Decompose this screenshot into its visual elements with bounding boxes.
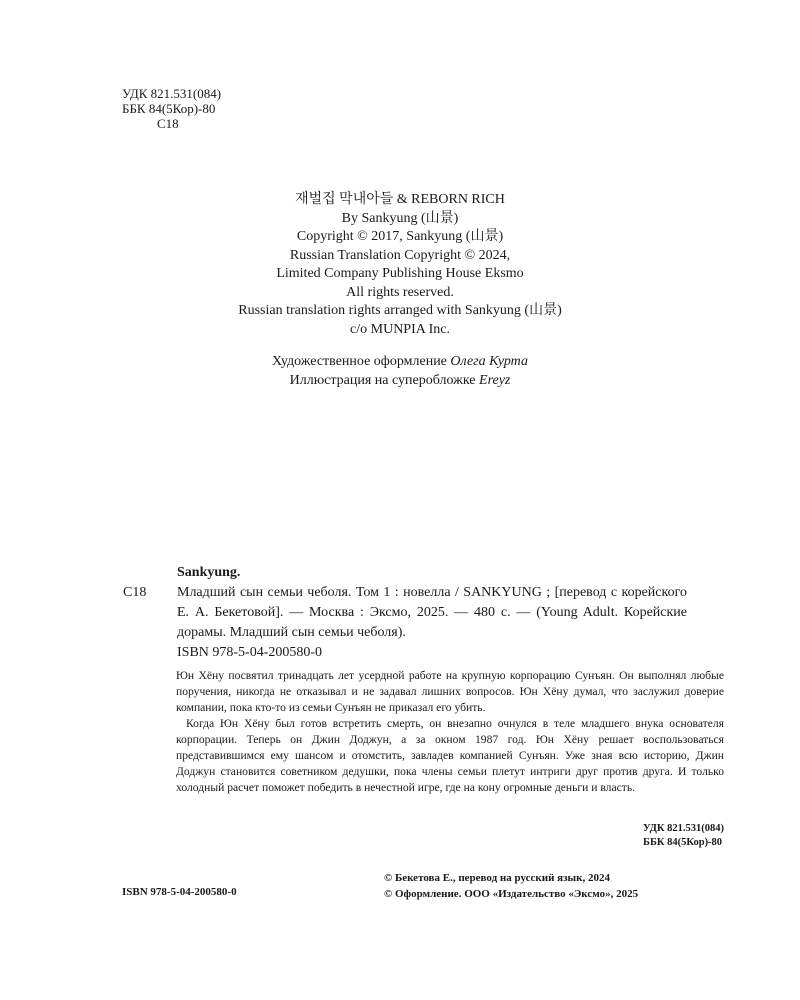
classification-block [122, 86, 221, 131]
credit-line: Russian translation rights arranged with Sankyung (山景) [238, 303, 562, 318]
copyright-footer [384, 871, 638, 902]
book-abstract [176, 668, 724, 796]
credit-line: Russian Translation Copyright © 2024, [289, 247, 511, 263]
illustration-label: Иллюстрация на суперобложке [289, 373, 480, 388]
cover-design-line [0, 352, 800, 371]
illustrator-name: Ereyz [479, 373, 511, 388]
udk-code: УДК 821.531(084) [122, 86, 222, 101]
abstract-paragraph: Когда Юн Хёну был готов встретить смерть, он внезапно очнулся в теле младшего внука основателя корпорации. Теперь он Джин Доджун, а за окном 1987 год. Юн Хёну решает воспользоваться представившимся ему шансом и отомстить, завладев компанией Сунъян. Уже зная всю историю, Джин Доджун становится советником дедушки, пока члены семьи плетут интриги друг против друга. И только холодный расчет поможет победить в нечестной игре, где на кону огромные деньги и власть. [176, 717, 724, 794]
original-title: 재벌집 막내아들 & REBORN RICH [295, 192, 505, 207]
abstract-paragraph: Юн Хёну посвятил тринадцать лет усердной работе на крупную корпорацию Сунъян. Он выполнял любые поручения, никогда не отказывал и не задавал лишних вопросов. Юн Хёну думал, что заслужил доверие компании, пока кто-то из семьи Сунъян не приказал его убить. [176, 669, 724, 714]
credit-line: Copyright © 2017, Sankyung (山景) [296, 229, 504, 244]
credit-line: Limited Company Publishing House Eksmo [276, 266, 524, 281]
design-credits [0, 352, 800, 390]
illustration-line [0, 371, 800, 390]
translation-copyright: © Бекетова Е., перевод на русский язык, 2024 [384, 872, 610, 884]
catalog-entry: Младший сын семьи чеболя. Том 1 : новелла / SANKYUNG ; [перевод с корейского Е. А. Бекетовой]. — Москва : Эксмо, 2025. — 480 с. — (Young Adult. Корейские дорамы. Младший сын семьи чеболя). [177, 585, 687, 640]
copyright-credits [0, 191, 800, 339]
classification-bottom [643, 822, 724, 850]
catalog-author: Sankyung. [177, 565, 241, 580]
designer-name: Олега Курта [450, 354, 528, 369]
isbn-footer: ISBN 978-5-04-200580-0 [122, 886, 237, 898]
catalog-code: С18 [123, 585, 147, 600]
udk-code-bottom: УДК 821.531(084) [643, 823, 724, 834]
design-label: Художественное оформление [272, 354, 451, 369]
author-mark: С18 [157, 116, 179, 131]
credit-line: All rights reserved. [346, 284, 454, 300]
credit-line: c/o MUNPIA Inc. [350, 321, 450, 337]
design-copyright: © Оформление. ООО «Издательство «Эксмо», 2025 [384, 887, 639, 900]
bbk-code-bottom: ББК 84(5Кор)-80 [643, 837, 723, 848]
bbk-code: ББК 84(5Кор)-80 [122, 101, 216, 116]
catalog-isbn: ISBN 978-5-04-200580-0 [177, 645, 323, 660]
credit-line: By Sankyung (山景) [341, 210, 459, 226]
